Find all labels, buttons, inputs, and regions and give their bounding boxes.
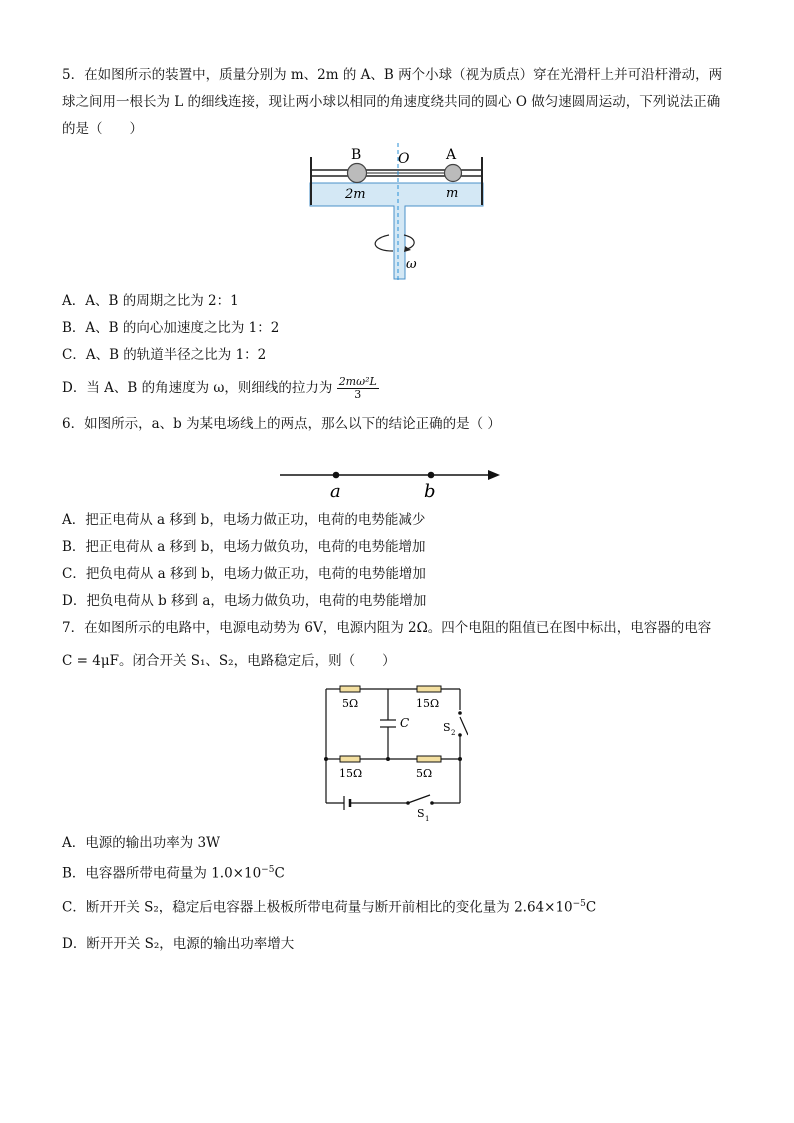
capacitor-label: C	[400, 716, 410, 730]
q7-option-b-exponent: −5	[261, 865, 275, 875]
label-m: m	[446, 186, 459, 201]
q5-option-d-fraction	[337, 376, 379, 401]
resistor-label-bottom-right: 5Ω	[416, 767, 433, 780]
q7-option-c	[62, 895, 596, 917]
q7-stem-line2: C = 4μF。闭合开关 S₁、S₂，电路稳定后，则（ ）	[62, 653, 396, 669]
label-o: O	[398, 151, 410, 167]
switch-s1-subscript: 1	[425, 815, 430, 823]
switch-s2-subscript: 2	[451, 729, 456, 737]
q7-option-a: A．电源的输出功率为 3W	[62, 835, 221, 851]
q7-option-c-unit: C	[585, 899, 597, 916]
q6-option-c: C．把负电荷从 a 移到 b，电场力做正功，电荷的电势能增加	[62, 566, 426, 582]
q5-stem-line3: 的是（ ）	[62, 121, 143, 137]
point-b-label: b	[424, 481, 436, 502]
q5-option-a: A．A、B 的周期之比为 2：1	[62, 293, 239, 309]
fraction-numerator: 2mω²L	[338, 375, 377, 388]
q7-circuit-figure	[320, 683, 468, 823]
q5-stem-line2: 球之间用一根长为 L 的细线连接，现让两小球以相同的角速度绕共同的圆心 O 做匀速圆周运动，下列说法正确	[62, 94, 721, 110]
switch-s2-label: S	[443, 721, 451, 734]
q5-option-c: C．A、B 的轨道半径之比为 1：2	[62, 347, 267, 363]
q6-option-d: D．把负电荷从 b 移到 a，电场力做负功，电荷的电势能增加	[62, 593, 427, 609]
point-a-label: a	[330, 481, 341, 502]
q6-option-a: A．把正电荷从 a 移到 b，电场力做正功，电荷的电势能减少	[62, 512, 426, 528]
q5-option-b: B．A、B 的向心加速度之比为 1：2	[62, 320, 280, 336]
resistor-label-bottom-left: 15Ω	[339, 767, 363, 780]
q6-stem: 6．如图所示，a、b 为某电场线上的两点，那么以下的结论正确的是（ ）	[62, 416, 501, 432]
label-b: B	[351, 147, 362, 163]
switch-s1-label: S	[417, 807, 425, 820]
q5-rotating-rod-figure	[305, 143, 495, 285]
fraction-denominator: 3	[354, 388, 362, 401]
q7-option-c-text: C．断开开关 S₂，稳定后电容器上极板所带电荷量与断开前相比的变化量为 2.64×10	[62, 899, 573, 916]
q7-stem-line1: 7．在如图所示的电路中，电源电动势为 6V，电源内阻为 2Ω。四个电阻的阻值已在图中标出，电容器的电容	[62, 620, 712, 636]
label-omega: ω	[406, 257, 417, 272]
resistor-label-top-left: 5Ω	[342, 697, 359, 710]
q6-option-b: B．把正电荷从 a 移到 b，电场力做负功，电荷的电势能增加	[62, 539, 426, 555]
label-2m: 2m	[345, 187, 366, 202]
q7-option-c-exponent: −5	[572, 899, 586, 909]
q7-option-b-text: B．电容器所带电荷量为 1.0×10	[62, 865, 262, 882]
label-a: A	[446, 147, 457, 163]
q5-stem-line1: 5．在如图所示的装置中，质量分别为 m、2m 的 A、B 两个小球（视为质点）穿在光滑杆上并可沿杆滑动，两	[62, 67, 723, 83]
q7-option-b	[62, 861, 285, 883]
q5-option-d	[62, 376, 379, 401]
q5-option-d-text: D．当 A、B 的角速度为 ω，则细线的拉力为	[62, 380, 333, 396]
q6-field-line-figure	[276, 462, 504, 502]
q7-option-b-unit: C	[274, 865, 285, 882]
q7-option-d: D．断开开关 S₂，电源的输出功率增大	[62, 936, 295, 952]
resistor-label-top-right: 15Ω	[416, 697, 440, 710]
